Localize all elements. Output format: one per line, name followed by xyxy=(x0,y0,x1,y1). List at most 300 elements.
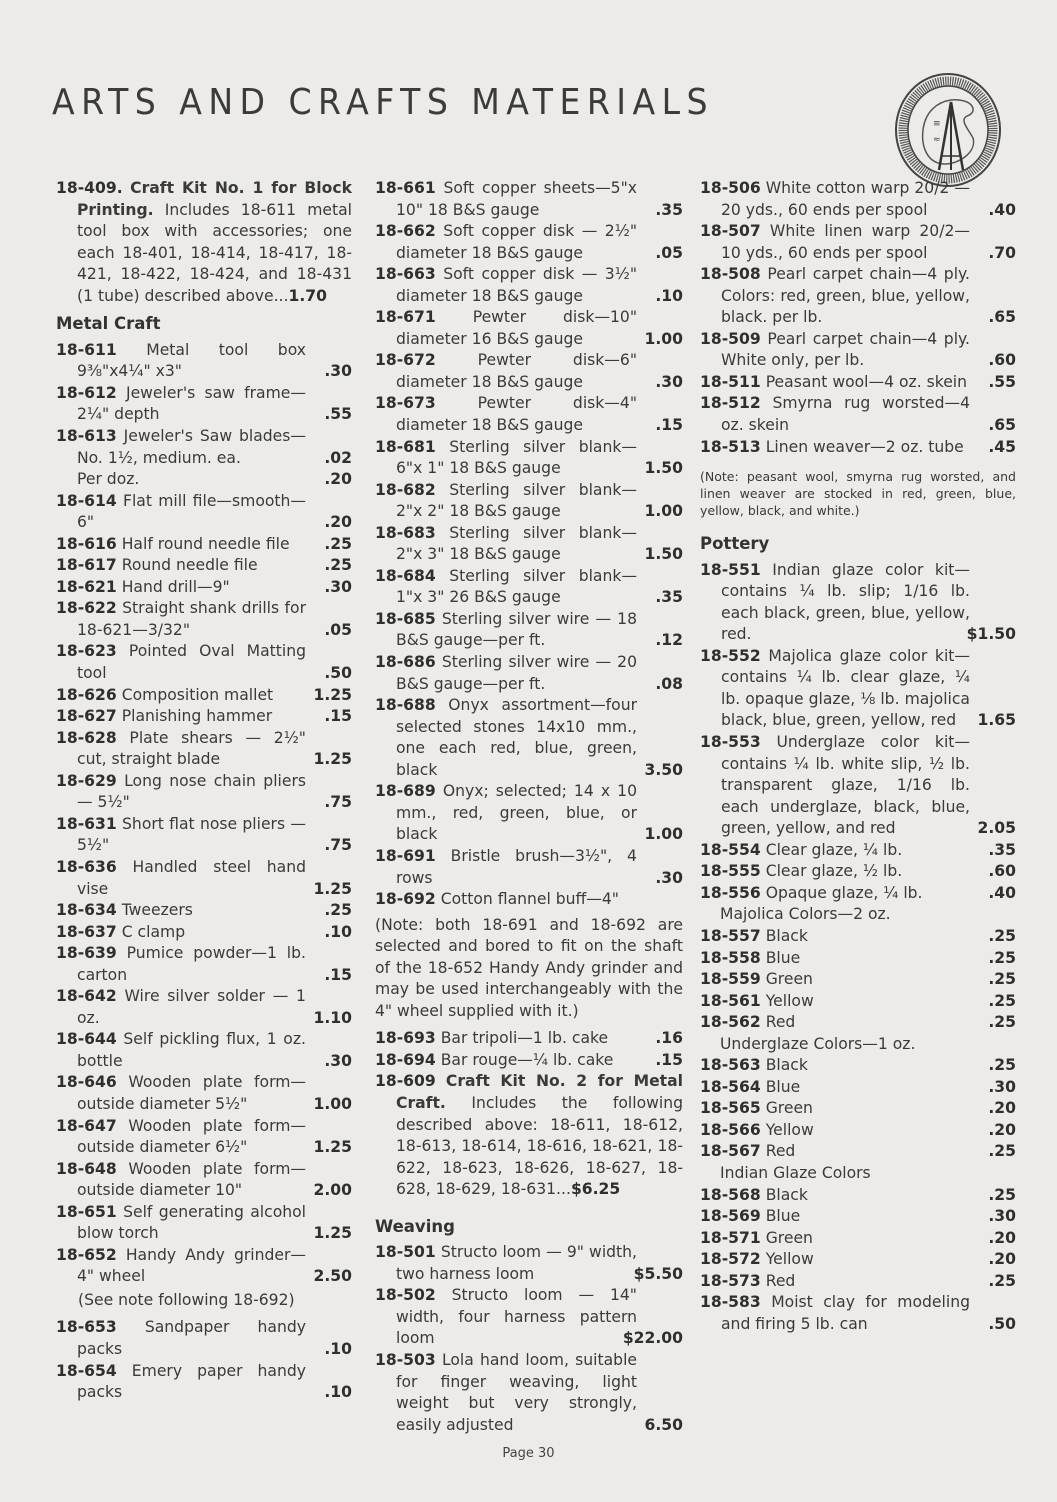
catalog-item xyxy=(375,566,683,609)
item-description: White cotton warp 20/2 —20 yds., 60 ends per spool xyxy=(721,179,970,219)
catalog-item xyxy=(375,1285,683,1350)
item-description: Yellow xyxy=(765,991,814,1010)
item-price: .20 xyxy=(988,1228,1016,1247)
catalog-item xyxy=(56,1159,352,1202)
item-price: .30 xyxy=(655,868,683,887)
item-code: 18-501 xyxy=(375,1243,436,1262)
metal-items-list xyxy=(375,178,683,911)
item-code: 18-568 xyxy=(700,1185,761,1204)
item-price: 2.50 xyxy=(313,1267,352,1286)
item-price: .55 xyxy=(324,405,352,424)
item-code: 18-688 xyxy=(375,696,436,715)
item-description: Pewter disk—6" diameter 18 B&S gauge xyxy=(396,351,637,391)
item-code: 18-573 xyxy=(700,1271,761,1290)
kit-description: Includes the following described above: 18-611, 18-612, 18-613, 18-614, 18-616, 18-621, 18-622, 18-623, 18-626, 18-627, 18-628, 18-629, 18-631... xyxy=(396,1093,683,1199)
catalog-item xyxy=(375,393,683,436)
item-description: Blue xyxy=(765,1207,801,1226)
catalog-item xyxy=(375,1242,683,1285)
item-code: 18-558 xyxy=(700,948,761,967)
item-description: Onyx; selected; 14 x 10 mm., red, green, blue, or black xyxy=(396,782,638,844)
item-code: 18-508 xyxy=(700,265,761,284)
catalog-item xyxy=(375,1350,683,1436)
item-code: 18-561 xyxy=(700,991,761,1010)
catalog-item xyxy=(700,1185,1016,1207)
item-description: Wooden plate form—outside diameter 5½" xyxy=(77,1073,306,1113)
pottery-list xyxy=(700,560,1016,905)
item-code: 18-661 xyxy=(375,179,436,197)
yarn-color-note: (Note: peasant wool, smyrna rug worsted, and linen weaver are stocked in red, green, blue, yellow, black, and white.) xyxy=(700,469,1016,519)
item-price: .05 xyxy=(324,620,352,639)
catalog-item xyxy=(56,469,352,491)
item-description: Wire silver solder — 1 oz. xyxy=(77,987,306,1027)
catalog-item xyxy=(56,534,352,556)
item-description: Red xyxy=(765,1271,796,1290)
item-price: .30 xyxy=(324,362,352,381)
majolica-colors-list xyxy=(700,926,1016,1034)
item-description: Sterling silver wire — 20 B&S gauge—per ft. xyxy=(396,653,637,693)
item-price: .20 xyxy=(324,470,352,489)
item-description: Cotton flannel buff—4" xyxy=(440,890,619,909)
item-description: Emery paper handy packs xyxy=(77,1361,306,1402)
catalog-item xyxy=(56,1029,352,1072)
item-price: .08 xyxy=(655,674,683,693)
item-price: .30 xyxy=(988,1077,1016,1096)
item-code: 18-637 xyxy=(56,922,117,941)
item-code: 18-663 xyxy=(375,265,436,284)
item-code: 18-502 xyxy=(375,1286,436,1305)
item-price: 1.25 xyxy=(313,1224,352,1243)
item-description: Handled steel hand vise xyxy=(77,857,306,898)
item-code: 18-662 xyxy=(375,222,436,241)
item-description: Sterling silver wire — 18 B&S gauge—per ft. xyxy=(396,609,637,650)
item-description: Blue xyxy=(765,1077,801,1096)
catalog-item xyxy=(56,340,352,383)
item-code: 18-564 xyxy=(700,1077,761,1096)
catalog-item xyxy=(700,1120,1016,1142)
catalog-item xyxy=(700,178,1016,221)
catalog-item xyxy=(56,426,352,469)
item-code: 18-614 xyxy=(56,491,117,510)
item-code: 18-672 xyxy=(375,351,436,370)
catalog-item xyxy=(700,1055,1016,1077)
catalog-item xyxy=(700,1271,1016,1293)
item-description: Green xyxy=(765,1228,813,1247)
item-description: Self pickling flux, 1 oz. bottle xyxy=(77,1030,306,1070)
item-description: Linen weaver—2 oz. tube xyxy=(765,437,964,456)
item-price: 2.05 xyxy=(977,819,1016,838)
item-code: 18-685 xyxy=(375,609,436,628)
item-code: 18-681 xyxy=(375,437,436,456)
catalog-item xyxy=(700,861,1016,883)
catalog-item xyxy=(700,437,1016,459)
page-number: Page 30 xyxy=(502,1446,555,1461)
item-code: 18-626 xyxy=(56,685,117,704)
catalog-item xyxy=(375,350,683,393)
item-description: Sterling silver blank—1"x 3" 26 B&S gauge xyxy=(396,566,637,607)
subheading-underglaze-colors: Underglaze Colors—1 oz. xyxy=(720,1034,916,1053)
item-code: 18-612 xyxy=(56,383,117,402)
item-price: 1.50 xyxy=(644,459,683,478)
catalog-item xyxy=(700,1292,1016,1335)
item-description: Bar tripoli—1 lb. cake xyxy=(440,1029,609,1048)
item-code: 18-506 xyxy=(700,179,761,197)
item-price: .25 xyxy=(988,1271,1016,1290)
item-price: .30 xyxy=(988,1207,1016,1226)
catalog-item xyxy=(56,1072,352,1115)
item-code: 18-553 xyxy=(700,733,761,752)
item-price: 1.00 xyxy=(313,1094,352,1113)
item-price: .02 xyxy=(324,448,352,467)
catalog-item xyxy=(700,646,1016,732)
catalog-item xyxy=(375,695,683,781)
item-code: 18-634 xyxy=(56,901,117,920)
item-price: 1.50 xyxy=(644,545,683,564)
item-price: .16 xyxy=(655,1029,683,1048)
catalog-item xyxy=(56,685,352,707)
item-code: 18-509 xyxy=(700,329,761,348)
item-description: Red xyxy=(765,1142,796,1161)
section-heading-pottery: Pottery xyxy=(700,534,770,554)
item-price: 1.10 xyxy=(313,1008,352,1027)
item-code: 18-684 xyxy=(375,566,436,585)
catalog-item xyxy=(56,491,352,534)
catalog-item xyxy=(375,221,683,264)
item-price: .55 xyxy=(988,372,1016,391)
section-heading-metal-craft: Metal Craft xyxy=(56,314,161,334)
item-price: .10 xyxy=(324,922,352,941)
item-price: .25 xyxy=(324,556,352,575)
catalog-item xyxy=(375,846,683,889)
catalog-item xyxy=(56,857,352,900)
item-description: Jeweler's Saw blades—No. 1½, medium. ea. xyxy=(77,427,306,467)
item-description: Green xyxy=(765,970,813,989)
item-code: 18-503 xyxy=(375,1350,436,1369)
item-description: Bar rouge—¼ lb. cake xyxy=(440,1050,614,1069)
item-price: .20 xyxy=(988,1099,1016,1118)
catalog-item xyxy=(56,577,352,599)
item-description: Onyx assortment—four selected stones 14x10 mm., one each red, blue, green, black xyxy=(396,696,637,779)
catalog-item xyxy=(700,926,1016,948)
item-code: 18-631 xyxy=(56,814,117,833)
column-3 xyxy=(700,178,1016,1335)
item-price: $5.50 xyxy=(633,1264,683,1283)
item-price: .25 xyxy=(988,991,1016,1010)
item-code: 18-567 xyxy=(700,1142,761,1161)
item-code: 18-611 xyxy=(56,340,117,359)
item-description: C clamp xyxy=(121,922,186,941)
catalog-item xyxy=(375,889,683,911)
item-description: Blue xyxy=(765,948,801,967)
item-price: $6.25 xyxy=(570,1180,621,1199)
item-price: .35 xyxy=(655,588,683,607)
item-description: Flat mill file—smooth— 6" xyxy=(77,491,306,532)
item-description: Round needle file xyxy=(121,556,258,575)
item-code: 18-653 xyxy=(56,1318,117,1337)
kit-1-entry xyxy=(56,178,352,307)
item-price: .40 xyxy=(988,883,1016,902)
catalog-item xyxy=(700,883,1016,905)
item-price: .10 xyxy=(655,286,683,305)
item-code: 18-644 xyxy=(56,1030,117,1049)
catalog-item xyxy=(375,1028,683,1050)
item-description: Jeweler's saw frame—2¼" depth xyxy=(77,383,306,424)
item-description: Soft copper disk — 3½" diameter 18 B&S gauge xyxy=(396,265,637,305)
item-description: Peasant wool—4 oz. skein xyxy=(765,372,968,391)
item-code: 18-613 xyxy=(56,427,117,446)
item-code: 18-673 xyxy=(375,394,436,413)
item-code: 18-636 xyxy=(56,857,117,876)
item-price: 2.00 xyxy=(313,1181,352,1200)
item-price: .65 xyxy=(988,416,1016,435)
item-description: Pewter disk—10" diameter 16 B&S gauge xyxy=(396,308,637,348)
item-price: .25 xyxy=(988,1013,1016,1032)
item-description: Planishing hammer xyxy=(121,707,273,726)
item-code: 18-552 xyxy=(700,646,761,665)
item-price: .05 xyxy=(655,243,683,262)
catalog-item xyxy=(700,393,1016,436)
item-price: .30 xyxy=(324,1051,352,1070)
item-code: 18-647 xyxy=(56,1116,117,1135)
item-code: 18-557 xyxy=(700,926,761,945)
item-price: 1.25 xyxy=(313,685,352,704)
item-price: .45 xyxy=(988,437,1016,456)
item-price: 3.50 xyxy=(644,760,683,779)
item-description: Moist clay for modeling and firing 5 lb. can xyxy=(721,1293,970,1333)
catalog-item xyxy=(56,900,352,922)
item-code: 18-554 xyxy=(700,840,761,859)
item-code: 18-682 xyxy=(375,480,436,499)
item-code: 18-616 xyxy=(56,534,117,553)
catalog-item xyxy=(700,969,1016,991)
catalog-item xyxy=(375,652,683,695)
item-price: .15 xyxy=(655,1050,683,1069)
item-code: 18-671 xyxy=(375,308,436,327)
item-price: .10 xyxy=(324,1339,352,1358)
item-price: .25 xyxy=(988,1185,1016,1204)
item-code: 18-648 xyxy=(56,1159,117,1178)
item-code: 18-639 xyxy=(56,944,117,963)
item-code: 18-583 xyxy=(700,1293,761,1312)
catalog-item xyxy=(56,771,352,814)
item-price: .35 xyxy=(655,200,683,219)
item-description: Soft copper disk — 2½" diameter 18 B&S gauge xyxy=(396,222,637,262)
item-code: 18-683 xyxy=(375,523,436,542)
item-description: Pumice powder—1 lb. carton xyxy=(77,944,306,984)
catalog-item xyxy=(56,814,352,857)
item-price: .10 xyxy=(324,1383,352,1402)
item-code: 18-409. xyxy=(56,179,123,197)
item-description: Sterling silver blank—2"x 3" 18 B&S gauge xyxy=(396,523,637,564)
catalog-item xyxy=(700,221,1016,264)
subheading-majolica-colors: Majolica Colors—2 oz. xyxy=(720,905,891,924)
item-code: 18-621 xyxy=(56,577,117,596)
item-price: .20 xyxy=(988,1120,1016,1139)
kit-description: Includes 18-611 metal tool box with accessories; one each 18-401, 18-414, 18-417, 18-421, 18-422, 18-424, and 18-431 (1 tube) described above... xyxy=(77,200,352,305)
item-code: 18-563 xyxy=(700,1056,761,1075)
item-description: Pearl carpet chain—4 ply. Colors: red, green, blue, yellow, black. per lb. xyxy=(721,265,970,327)
palette-easel-emblem-icon xyxy=(893,72,1003,188)
see-note: (See note following 18-692) xyxy=(78,1290,295,1309)
indian-glaze-colors-list xyxy=(700,1185,1016,1336)
catalog-item xyxy=(375,178,683,221)
item-price: .50 xyxy=(988,1314,1016,1333)
item-price: .25 xyxy=(988,970,1016,989)
catalog-item xyxy=(375,437,683,480)
catalog-item xyxy=(375,307,683,350)
item-price: .25 xyxy=(324,901,352,920)
item-code: 18-562 xyxy=(700,1013,761,1032)
item-description: Black xyxy=(765,1056,808,1075)
metal-craft-list xyxy=(56,340,352,1288)
item-price: $22.00 xyxy=(622,1329,683,1348)
item-code: 18-628 xyxy=(56,728,117,747)
catalog-item xyxy=(700,372,1016,394)
catalog-item xyxy=(700,1206,1016,1228)
item-code: 18-654 xyxy=(56,1361,117,1380)
item-price: 1.70 xyxy=(288,286,327,305)
item-price: .25 xyxy=(988,926,1016,945)
item-description: Black xyxy=(765,1185,808,1204)
catalog-item xyxy=(375,781,683,846)
item-description: Self generating alcohol blow torch xyxy=(77,1202,306,1243)
item-code: 18-691 xyxy=(375,846,436,865)
item-description: Structo loom — 14" width, four harness pattern loom xyxy=(396,1286,637,1348)
item-description: Bristle brush—3½", 4 rows xyxy=(396,846,637,887)
item-price: .20 xyxy=(324,513,352,532)
item-price: .25 xyxy=(988,948,1016,967)
item-description: Short flat nose pliers — 5½" xyxy=(77,814,306,855)
catalog-item xyxy=(700,948,1016,970)
item-description: Straight shank drills for 18-621—3/32" xyxy=(77,599,306,639)
item-code: 18-629 xyxy=(56,771,117,790)
catalog-item xyxy=(56,1245,352,1288)
catalog-item xyxy=(700,1249,1016,1271)
item-code: 18-693 xyxy=(375,1029,436,1048)
catalog-item xyxy=(700,560,1016,646)
item-description: Metal tool box 9⅜"x4¼" x3" xyxy=(77,340,306,381)
catalog-item xyxy=(56,986,352,1029)
catalog-item xyxy=(375,609,683,652)
kit-2-entry xyxy=(375,1071,683,1200)
item-price: 1.00 xyxy=(644,825,683,844)
item-code: 18-556 xyxy=(700,883,761,902)
item-code: 18-559 xyxy=(700,970,761,989)
catalog-item xyxy=(375,264,683,307)
catalog-item xyxy=(700,991,1016,1013)
item-price: .20 xyxy=(988,1250,1016,1269)
item-description: Structo loom — 9" width, two harness loom xyxy=(396,1243,637,1283)
item-price: .30 xyxy=(655,372,683,391)
item-description: Hand drill—9" xyxy=(121,577,230,596)
item-code: 18-689 xyxy=(375,782,436,801)
item-price: .15 xyxy=(324,707,352,726)
item-code: 18-513 xyxy=(700,437,761,456)
item-description: Pointed Oval Matting tool xyxy=(77,642,306,683)
catalog-item xyxy=(56,1116,352,1159)
item-price: 1.00 xyxy=(644,329,683,348)
item-code: 18-652 xyxy=(56,1245,117,1264)
item-description: Underglaze color kit—contains ¼ lb. white slip, ½ lb. transparent glaze, 1/16 lb. each underglaze, black, blue, green, yellow, and red xyxy=(721,733,970,838)
kit-title: Craft Kit No. 1 for Block Printing. xyxy=(77,179,352,219)
item-price: 6.50 xyxy=(644,1415,683,1434)
item-price: .40 xyxy=(988,200,1016,219)
catalog-item xyxy=(700,1228,1016,1250)
item-code: 18-566 xyxy=(700,1120,761,1139)
item-description: Handy Andy grinder—4" wheel xyxy=(77,1245,306,1286)
catalog-item xyxy=(56,598,352,641)
item-code: 18-651 xyxy=(56,1202,117,1221)
column-1 xyxy=(56,178,352,1404)
catalog-item xyxy=(700,732,1016,840)
catalog-item xyxy=(56,1202,352,1245)
metal-craft-list-continued xyxy=(56,1317,352,1403)
catalog-item xyxy=(700,840,1016,862)
item-price: .70 xyxy=(988,243,1016,262)
item-description: Black xyxy=(765,926,808,945)
item-code: 18-555 xyxy=(700,862,761,881)
item-code: 18-512 xyxy=(700,394,761,413)
item-description: Clear glaze, ¼ lb. xyxy=(765,840,903,859)
item-description: Indian glaze color kit—contains ¼ lb. slip; 1/16 lb. each black, green, blue, yellow, red. xyxy=(721,560,970,644)
item-price: 1.00 xyxy=(644,502,683,521)
item-price: .50 xyxy=(324,664,352,683)
item-price: .75 xyxy=(324,793,352,812)
column-2 xyxy=(375,178,683,1436)
polishing-list xyxy=(375,1028,683,1071)
catalog-item xyxy=(375,523,683,566)
item-description: Yellow xyxy=(765,1250,814,1269)
item-description: Long nose chain pliers— 5½" xyxy=(77,771,306,812)
item-code: 18-642 xyxy=(56,987,117,1006)
catalog-item xyxy=(56,706,352,728)
catalog-item xyxy=(700,1077,1016,1099)
item-price: .30 xyxy=(324,577,352,596)
item-code: 18-646 xyxy=(56,1073,117,1092)
item-price: .25 xyxy=(988,1056,1016,1075)
catalog-item xyxy=(56,922,352,944)
item-code: 18-511 xyxy=(700,372,761,391)
svg-text:≡: ≡ xyxy=(933,119,941,129)
item-code: 18-622 xyxy=(56,599,117,618)
item-description: Tweezers xyxy=(121,901,193,920)
item-description: Yellow xyxy=(765,1120,814,1139)
item-code: 18-551 xyxy=(700,560,761,579)
svg-text:≈: ≈ xyxy=(933,135,941,145)
item-price: .60 xyxy=(988,351,1016,370)
item-description: Per doz. xyxy=(77,470,140,489)
item-description: Clear glaze, ½ lb. xyxy=(765,862,903,881)
item-code: 18-572 xyxy=(700,1250,761,1269)
item-price: .35 xyxy=(988,840,1016,859)
item-description: Lola hand loom, suitable for finger weaving, light weight but very strongly, easily adjusted xyxy=(396,1350,637,1434)
catalog-item xyxy=(375,1050,683,1072)
item-price: 1.25 xyxy=(313,1138,352,1157)
catalog-item xyxy=(700,1012,1016,1034)
item-code: 18-686 xyxy=(375,653,436,672)
item-description: White linen warp 20/2— 10 yds., 60 ends per spool xyxy=(721,222,970,262)
item-description: Soft copper sheets—5"x 10" 18 B&S gauge xyxy=(396,179,637,219)
item-code: 18-569 xyxy=(700,1207,761,1226)
underglaze-colors-list xyxy=(700,1055,1016,1163)
item-price: 1.25 xyxy=(313,879,352,898)
subheading-indian-glaze-colors: Indian Glaze Colors xyxy=(720,1163,871,1182)
item-price: .15 xyxy=(324,965,352,984)
catalog-item xyxy=(375,480,683,523)
item-code: 18-565 xyxy=(700,1099,761,1118)
catalog-item xyxy=(56,943,352,986)
item-price: .15 xyxy=(655,416,683,435)
item-code: 18-692 xyxy=(375,890,436,909)
